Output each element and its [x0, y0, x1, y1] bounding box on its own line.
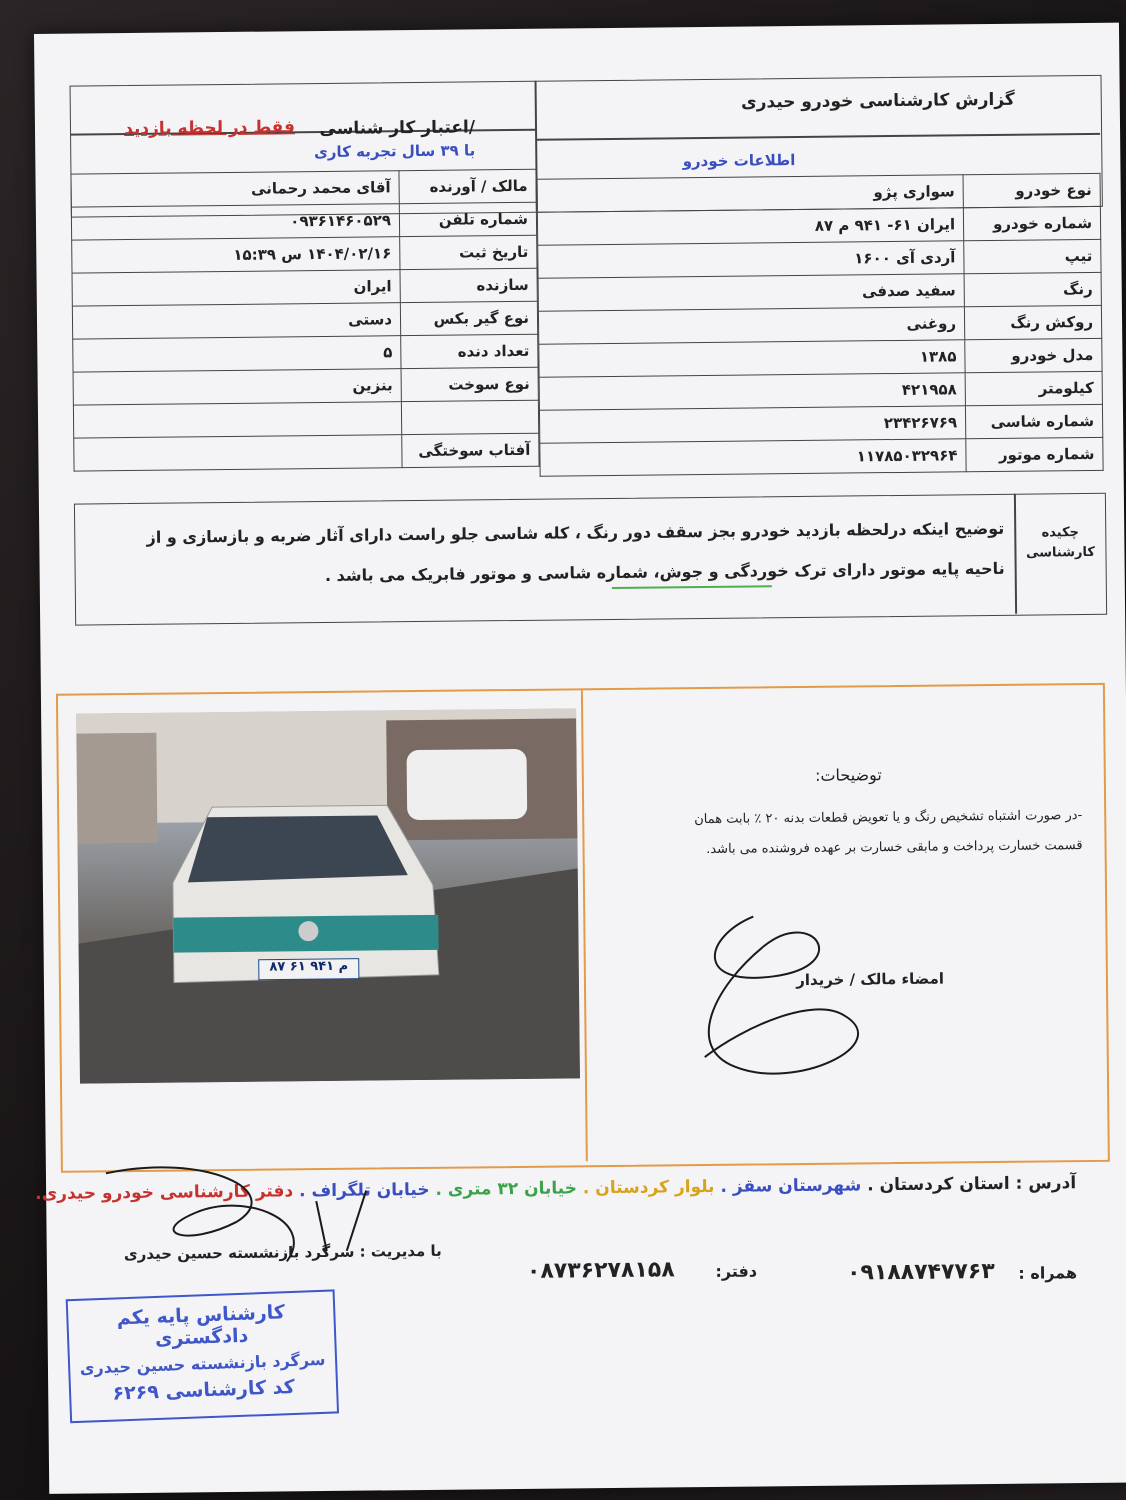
manufacturer-value: ایران — [72, 270, 400, 306]
summary-line-1: توضیح اینکه درلحظه بازدید خودرو بجز سقف دور رنگ ، کله شاسی جلو راست دارای آثار ضربه و بازسازی و از — [146, 518, 1005, 547]
plate-label: شماره خودرو — [963, 206, 1100, 240]
address-street-32: خیابان ۳۲ متری . — [435, 1178, 578, 1200]
fuel-value: بنزین — [73, 369, 401, 405]
phone-row — [71, 202, 536, 240]
model-value: ۱۳۸۵ — [539, 340, 965, 377]
signature-label: امضاء مالک / خریدار — [796, 969, 945, 990]
car-plate-text: ۸۷ م ۹۴۱ ۶۱ — [269, 958, 349, 975]
mobile-phone: ۰۹۱۸۸۷۴۷۷۶۳ — [846, 1259, 995, 1286]
model-label: مدل خودرو — [965, 338, 1102, 372]
gears-row — [73, 334, 538, 372]
gears-label: تعداد دنده — [401, 334, 538, 368]
summary-label: چکیده کارشناسی — [1025, 525, 1095, 561]
manufacturer-label: سازنده — [400, 268, 537, 302]
notes-title: توضیحات: — [814, 765, 882, 785]
mileage-label: کیلومتر — [965, 371, 1102, 405]
validity-value: فقط در لحظه بازدید — [124, 117, 296, 140]
empty-label — [401, 400, 538, 434]
sunburn-label: آفتاب سوختگی — [402, 433, 539, 467]
gears-value: ۵ — [73, 336, 401, 372]
reg-date-label: تاریخ ثبت — [400, 235, 537, 269]
manufacturer-row — [72, 268, 537, 306]
stamp-line-2: سرگرد بازنشسته حسین حیدری — [79, 1349, 326, 1378]
owner-label: مالک / آورنده — [399, 169, 536, 203]
office-phone: ۰۸۷۳۶۲۷۸۱۵۸ — [526, 1257, 675, 1284]
paint-value: روغنی — [538, 307, 964, 344]
expert-stamp — [66, 1289, 339, 1423]
manager-signature — [86, 1150, 387, 1293]
sunburn-row — [74, 433, 539, 471]
address-boulevard: بلوار کردستان . — [582, 1176, 715, 1199]
address-city: شهرستان سقز . — [720, 1175, 862, 1197]
sunburn-value — [74, 435, 402, 471]
management-text: با مدیریت : سرگرد بازنشسته حسین حیدری — [123, 1241, 442, 1264]
summary-line-2: ناحیه پایه موتور دارای ترک خوردگی و جوش، شماره شاسی و موتور فابریک می باشد . — [324, 558, 1005, 585]
color-label: رنگ — [964, 272, 1101, 306]
fuel-label: نوع سوخت — [401, 367, 538, 401]
mileage-value: ۴۲۱۹۵۸ — [539, 373, 965, 410]
inspection-report-sheet — [34, 23, 1126, 1494]
owner-info-table — [70, 169, 539, 472]
empty-row — [73, 400, 538, 438]
owner-row — [71, 169, 536, 207]
address-telegraph: خیابان تلگراف . — [298, 1179, 430, 1202]
vehicle-type-label: نوع خودرو — [963, 173, 1100, 207]
validity-prefix: /اعتبار کار شناسی — [319, 117, 476, 140]
car-photo-drawing — [76, 708, 580, 1083]
gearbox-row — [72, 301, 537, 339]
car-photo — [76, 708, 580, 1083]
notes-line-1: -در صورت اشتباه تشخیص رنگ و یا تعویض قطعات بدنه ۲۰ ٪ بابت همان — [694, 808, 1083, 828]
address-province: استان کردستان . — [867, 1173, 1010, 1196]
phone-label: شماره تلفن — [399, 202, 536, 236]
buyer-signature — [643, 894, 965, 1097]
engine-label: شماره موتور — [966, 437, 1103, 471]
notes-line-2: قسمت خسارت پرداخت و مابقی خسارت بر عهده فروشنده می باشد. — [706, 838, 1083, 858]
stamp-line-1: کارشناس پایه یکم دادگستری — [116, 1301, 286, 1351]
paint-label: روکش رنگ — [964, 305, 1101, 339]
report-title: گزارش کارشناسی خودرو حیدری — [740, 89, 1015, 113]
fuel-row — [73, 367, 538, 405]
engine-value: ۱۱۷۸۵۰۳۲۹۶۴ — [540, 439, 966, 476]
section-vehicle-info: اطلاعات خودرو — [682, 151, 796, 171]
color-value: سفید صدفی — [538, 274, 964, 311]
phone-value: ۰۹۳۶۱۴۶۰۵۲۹ — [71, 204, 399, 240]
vehicle-type-value: سواری پژو — [537, 175, 963, 212]
chassis-label: شماره شاسی — [965, 404, 1102, 438]
experience-text: با ۳۹ سال تجربه کاری — [314, 141, 476, 162]
engine-row — [540, 437, 1103, 476]
address-office: دفتر کارشناسی خودرو حیدری. — [35, 1181, 294, 1205]
stamp-line-3: کد کارشناسی ۶۲۶۹ — [112, 1375, 296, 1405]
reg-date-value: ۱۴۰۴/۰۲/۱۶ س ۱۵:۳۹ — [72, 237, 400, 273]
reg-date-row — [72, 235, 537, 273]
owner-value: آقای محمد رحمانی — [71, 171, 399, 207]
office-label: دفتر: — [715, 1261, 758, 1281]
address-label: آدرس : — [1015, 1173, 1077, 1194]
trim-value: آردی آی ۱۶۰۰ — [538, 241, 964, 278]
plate-value: ایران ۶۱- ۹۴۱ م ۸۷ — [537, 208, 963, 245]
mobile-label: همراه : — [1018, 1263, 1078, 1283]
trim-label: تیپ — [964, 239, 1101, 273]
empty-value — [73, 402, 401, 438]
vehicle-info-table — [537, 173, 1104, 477]
gearbox-label: نوع گیر بکس — [400, 301, 537, 335]
gearbox-value: دستی — [72, 303, 400, 339]
chassis-value: ۲۳۴۲۶۷۶۹ — [539, 406, 965, 443]
